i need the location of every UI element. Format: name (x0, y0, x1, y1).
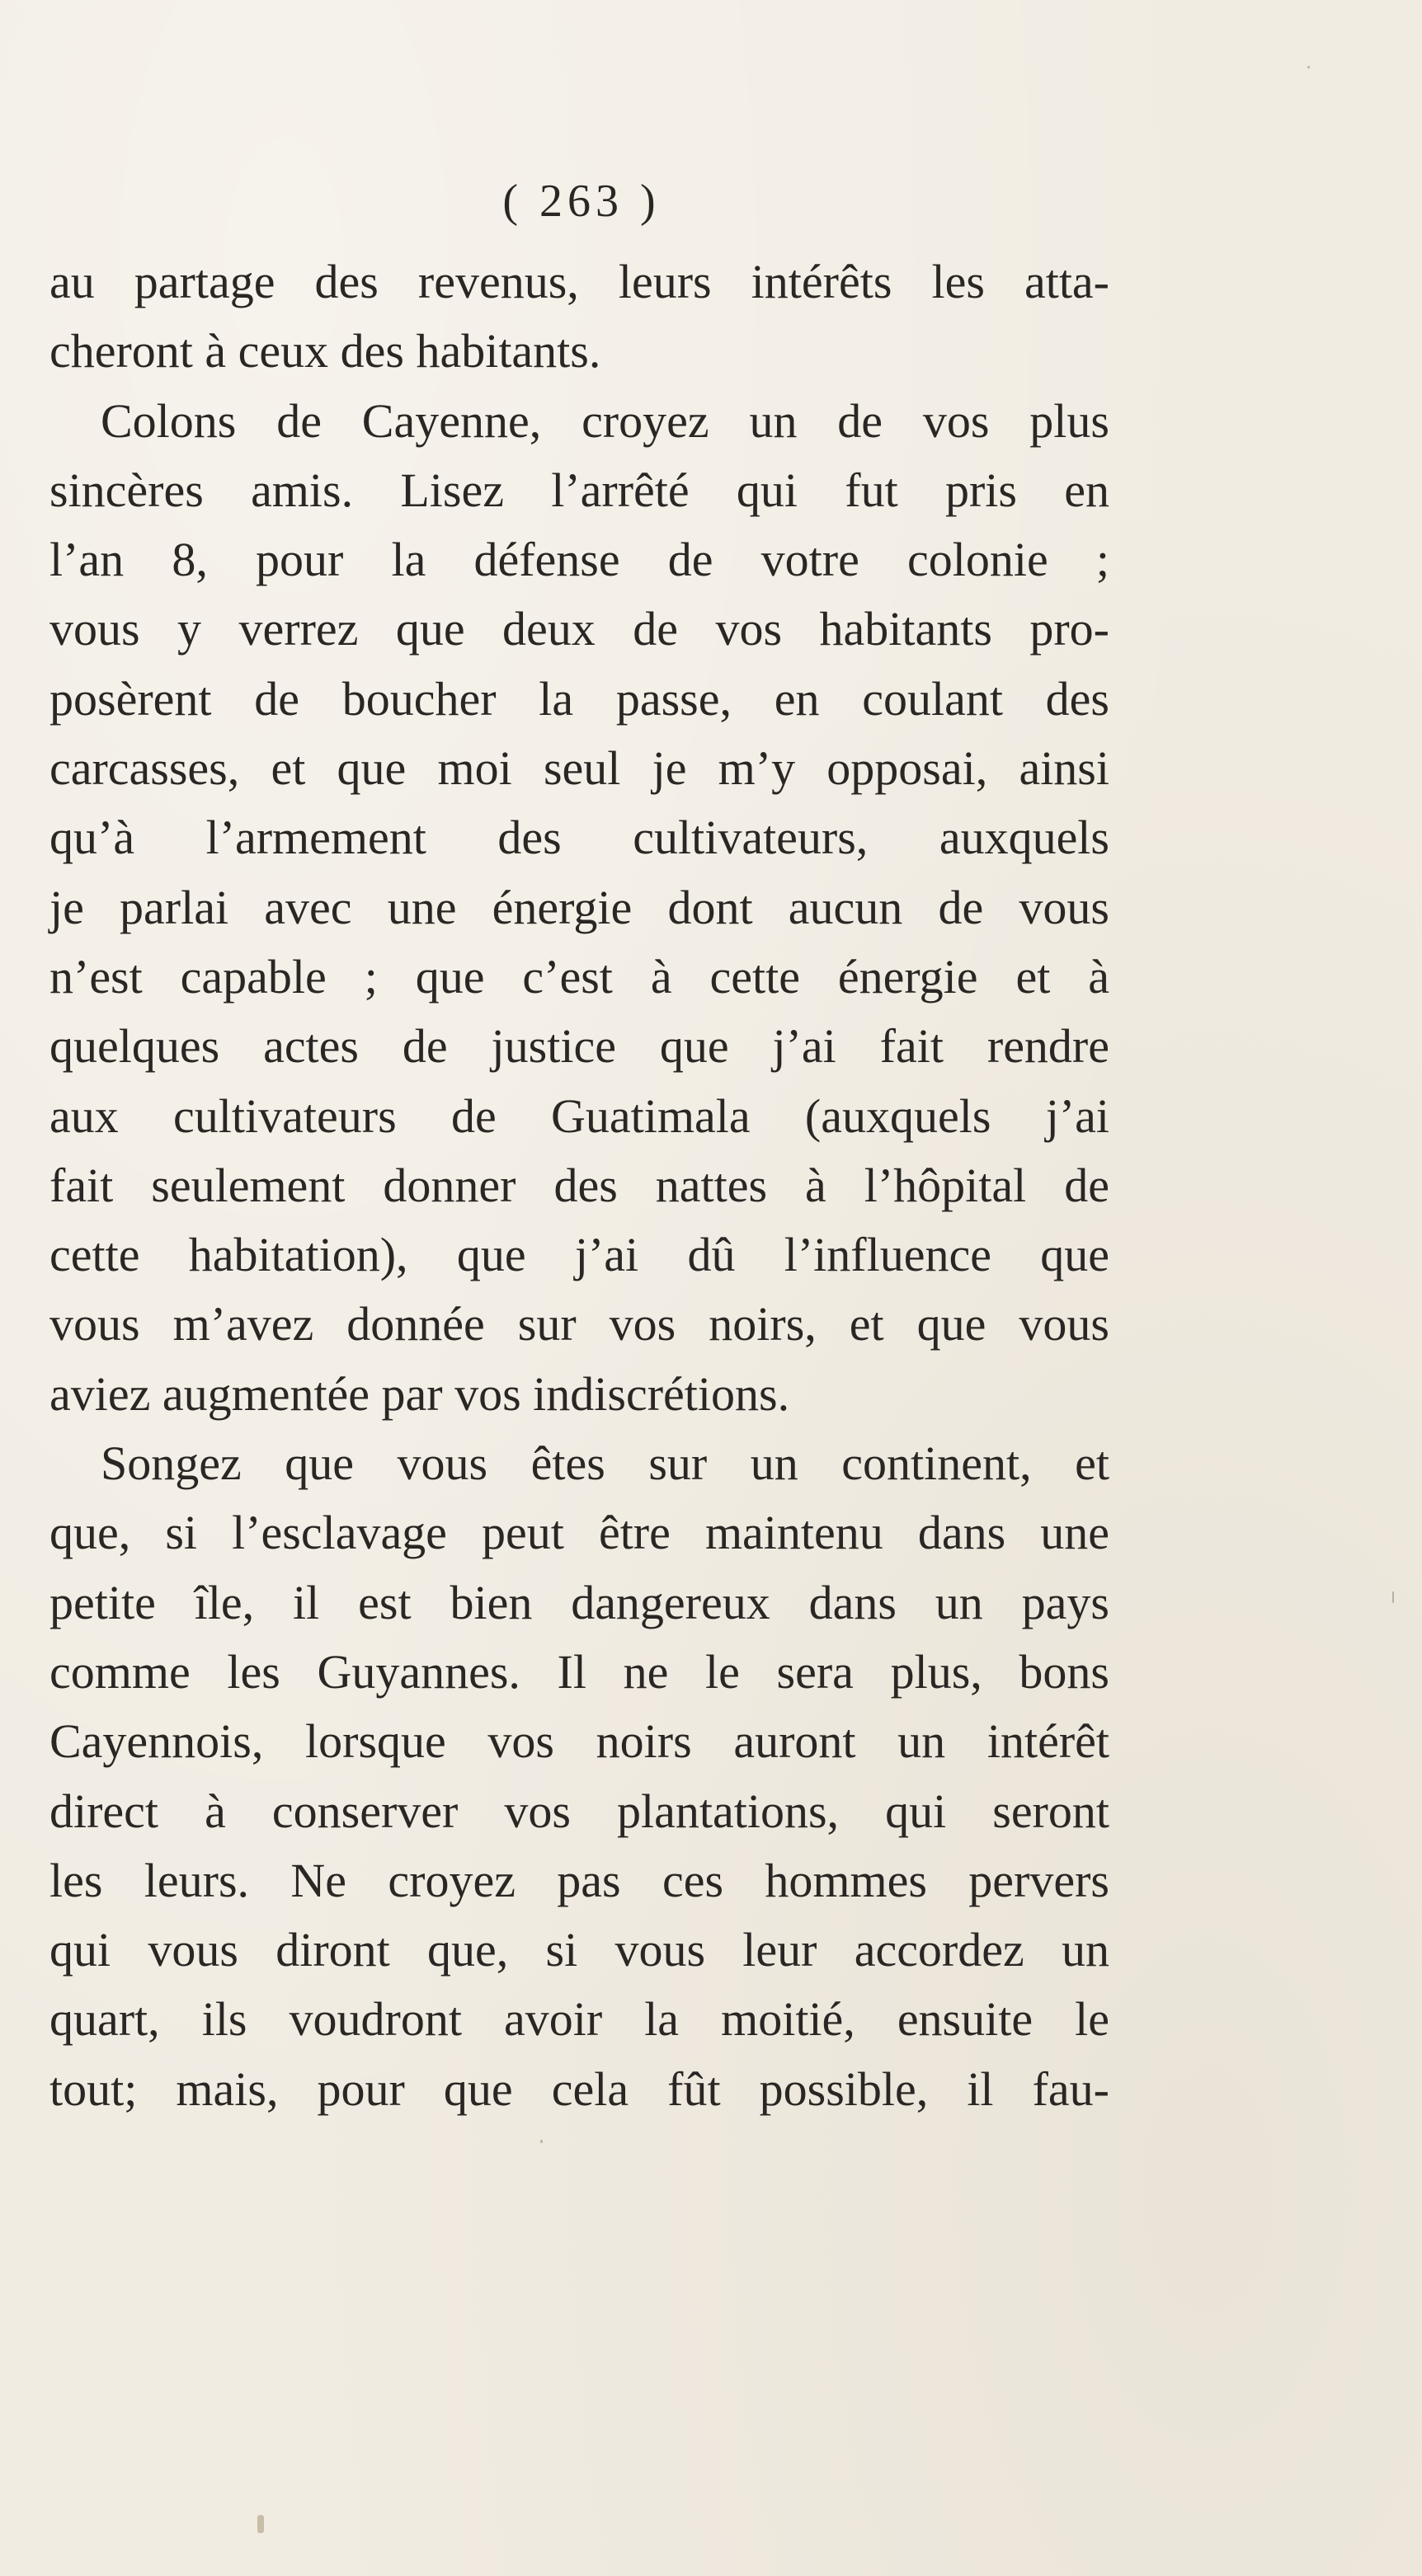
page-number: ( 263 ) (502, 176, 661, 227)
text-line: l’an 8, pour la défense de votre colonie ; (49, 533, 1109, 587)
text-line: qu’à l’armement des cultivateurs, auxquels (49, 811, 1109, 865)
text-line: vous m’avez donnée sur vos noirs, et que vous (49, 1297, 1109, 1351)
text-line: aviez augmentée par vos indiscrétions. (49, 1366, 790, 1421)
text-line: fait seulement donner des nattes à l’hôpital de (49, 1158, 1109, 1212)
paper-speck (540, 2140, 543, 2143)
text-line: qui vous diront que, si vous leur accordez un (49, 1923, 1109, 1977)
paper-speck (257, 2515, 264, 2533)
text-line: Cayennois, lorsque vos noirs auront un intérêt (49, 1714, 1109, 1769)
text-line: au partage des revenus, leurs intérêts les atta- (49, 255, 1109, 308)
text-line: vous y verrez que deux de vos habitants pro- (49, 602, 1109, 656)
page-body-text (49, 247, 1109, 2124)
text-line: petite île, il est bien dangereux dans un pays (49, 1575, 1109, 1629)
text-line: direct à conserver vos plantations, qui seront (49, 1784, 1109, 1838)
text-line: comme les Guyannes. Il ne le sera plus, bons (49, 1644, 1109, 1699)
paragraph-start-line: Songez que vous êtes sur un continent, et (101, 1436, 1109, 1491)
text-line: aux cultivateurs de Guatimala (auxquels j’ai (49, 1088, 1109, 1143)
text-line: n’est capable ; que c’est à cette énergie et à (49, 949, 1109, 1004)
text-line: je parlai avec une énergie dont aucun de vous (49, 880, 1109, 934)
paper-speck (1392, 1591, 1394, 1603)
text-line: sincères amis. Lisez l’arrêté qui fut pris en (49, 463, 1109, 517)
text-line: quelques actes de justice que j’ai fait rendre (49, 1019, 1109, 1074)
text-line: les leurs. Ne croyez pas ces hommes pervers (49, 1853, 1109, 1907)
paragraph-start-line: Colons de Cayenne, croyez un de vos plus (101, 393, 1109, 448)
text-line: posèrent de boucher la passe, en coulant des (49, 671, 1109, 726)
text-line: que, si l’esclavage peut être maintenu dans une (49, 1506, 1109, 1560)
text-line: cheront à ceux des habitants. (49, 324, 601, 378)
paper-speck (1307, 66, 1310, 68)
text-line: cette habitation), que j’ai dû l’influence que (49, 1228, 1109, 1282)
text-line: tout; mais, pour que cela fût possible, il fau- (49, 2061, 1109, 2116)
text-line: carcasses, et que moi seul je m’y opposai, ainsi (49, 741, 1109, 796)
text-line: quart, ils voudront avoir la moitié, ensuite le (49, 1992, 1109, 2047)
